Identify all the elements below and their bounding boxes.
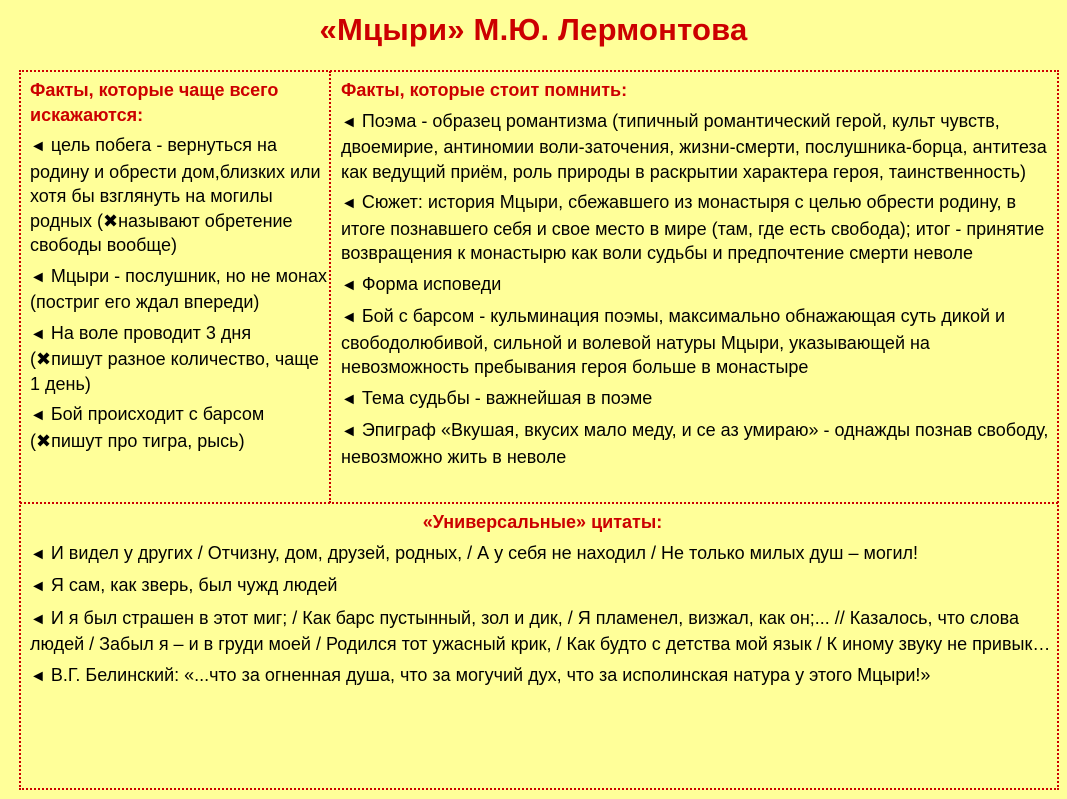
list-item — [341, 109, 1056, 185]
distorted-facts-column — [30, 78, 328, 453]
cross-icon: ✖ — [103, 210, 119, 231]
bullet-icon: ◄ — [30, 325, 46, 343]
quote-text: Я сам, как зверь, был чужд людей — [50, 575, 338, 595]
bullet-icon: ◄ — [30, 268, 46, 286]
bullet-icon: ◄ — [341, 195, 357, 212]
bullet-icon: ◄ — [341, 390, 357, 408]
bullet-icon: ◄ — [30, 578, 46, 595]
item-text: На воле проводит 3 дня ( — [30, 322, 252, 369]
quote-item — [30, 541, 1055, 568]
remember-facts-column — [341, 78, 1056, 469]
list-item — [341, 418, 1056, 469]
item-text: Сюжет: история Мцыри, сбежавшего из монастыря с целью обрести родину, в итоге познавшего себя и свое место в мире (там, где есть свобода); итог - принятие возвращения к монастырю как воли судьбы и предпочтение смерти неволе — [341, 192, 1045, 263]
item-text: Бой происходит с барсом ( — [30, 404, 265, 451]
list-item — [30, 402, 328, 453]
bullet-icon: ◄ — [30, 667, 46, 685]
item-note: пишут про тигра, рысь) — [51, 430, 245, 451]
item-text: Поэма - образец романтизма (типичный романтический герой, культ чувств, двоемирие, антиномии воли-заточения, жизни-смерти, послушника-борца, антитеза как ведущий приём, роль природы в раскрытии характера героя, таинственность) — [341, 110, 1047, 182]
bullet-icon: ◄ — [341, 276, 357, 294]
bullet-icon: ◄ — [341, 309, 357, 326]
item-text: Мцыри - послушник, но не монах (постриг его ждал впереди) — [30, 265, 327, 312]
bullet-icon: ◄ — [341, 113, 357, 131]
list-item — [30, 133, 328, 258]
list-item — [30, 264, 328, 315]
page-title: «Мцыри» М.Ю. Лермонтова — [319, 12, 748, 47]
quote-text: И я был страшен в этот миг; / Как барс пустынный, зол и дик, / Я пламенел, визжал, как он;... // Казалось, что слова людей / Забыл я – и в груди моей / Родился тот ужасный крик, / Как будто с детства мой язык / К иному звуку не привык… — [30, 607, 1051, 654]
quote-item — [30, 606, 1055, 657]
item-note: пишут разное количество, чаще 1 день) — [30, 349, 319, 394]
list-item — [341, 386, 1056, 413]
item-text: Форма исповеди — [361, 273, 502, 294]
remember-facts-heading: Факты, которые стоит помнить: — [341, 80, 628, 100]
list-item — [341, 304, 1056, 380]
universal-quotes-heading: «Универсальные» цитаты: — [422, 512, 663, 532]
bullet-icon: ◄ — [341, 423, 357, 440]
item-text: Бой с барсом - кульминация поэмы, максимально обнажающая суть дикой и свободолюбивой, сильной и волевой натуры Мцыри, указывающей на невозможность пребывания героя больше в монастыре — [341, 306, 1006, 377]
bullet-icon: ◄ — [30, 407, 46, 424]
list-item — [341, 190, 1056, 266]
quote-text: В.Г. Белинский: «...что за огненная душа, что за могучий дух, что за исполинская натура у этого Мцыри!» — [50, 664, 931, 685]
item-note: называют обретение свободы вообще) — [30, 210, 293, 255]
bullet-icon: ◄ — [30, 545, 46, 563]
cross-icon: ✖ — [36, 430, 52, 451]
universal-quotes-section — [30, 510, 1055, 689]
bullet-icon: ◄ — [30, 138, 46, 155]
distorted-facts-heading: Факты, которые чаще всего искажаются: — [30, 80, 279, 125]
item-text: Эпиграф «Вкушая, вкусих мало меду, и се аз умираю» - однажды познав свободу, невозможно жить в неволе — [341, 420, 1049, 467]
column-divider — [329, 71, 331, 503]
bullet-icon: ◄ — [30, 610, 46, 628]
quote-text: И видел у других / Отчизну, дом, друзей, родных, / А у себя не находил / Не только милых душ – могил! — [50, 542, 919, 563]
item-text: Тема судьбы - важнейшая в поэме — [361, 387, 653, 408]
cross-icon: ✖ — [36, 349, 52, 369]
list-item — [341, 272, 1056, 299]
section-divider — [20, 502, 1058, 504]
quote-item — [30, 573, 1055, 600]
quote-item — [30, 663, 1055, 690]
item-text: цель побега - вернуться на родину и обрести дом,близких или хотя бы взглянуть на могилы родных ( — [30, 135, 321, 231]
list-item — [30, 321, 328, 397]
